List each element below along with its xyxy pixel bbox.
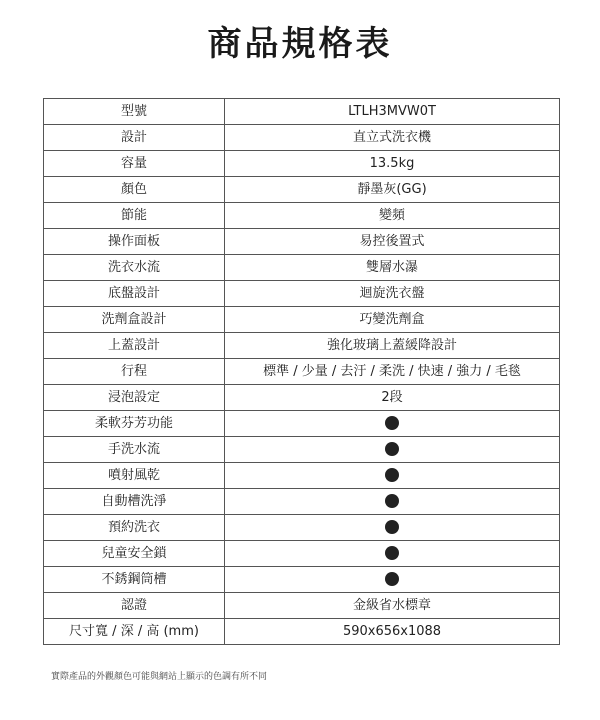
table-row xyxy=(44,125,560,151)
spec-value: 雙層水瀑 xyxy=(225,255,560,281)
supported-dot-icon xyxy=(385,494,399,508)
spec-label: 操作面板 xyxy=(44,229,225,255)
table-row xyxy=(44,463,560,489)
spec-value: 金級省水標章 xyxy=(225,593,560,619)
spec-value: 靜墨灰(GG) xyxy=(225,177,560,203)
spec-table-body xyxy=(44,99,560,645)
table-row xyxy=(44,255,560,281)
supported-dot-icon xyxy=(385,468,399,482)
spec-value xyxy=(225,567,560,593)
spec-label: 手洗水流 xyxy=(44,437,225,463)
spec-label: 顏色 xyxy=(44,177,225,203)
supported-dot-icon xyxy=(385,546,399,560)
spec-label: 柔軟芬芳功能 xyxy=(44,411,225,437)
table-row xyxy=(44,203,560,229)
table-row xyxy=(44,307,560,333)
spec-value: LTLH3MVW0T xyxy=(225,99,560,125)
table-row xyxy=(44,437,560,463)
spec-value: 直立式洗衣機 xyxy=(225,125,560,151)
spec-label: 行程 xyxy=(44,359,225,385)
spec-value xyxy=(225,463,560,489)
spec-value: 2段 xyxy=(225,385,560,411)
spec-table xyxy=(43,98,560,645)
spec-label: 洗劑盒設計 xyxy=(44,307,225,333)
spec-label: 洗衣水流 xyxy=(44,255,225,281)
table-row xyxy=(44,515,560,541)
table-row xyxy=(44,281,560,307)
table-row xyxy=(44,359,560,385)
spec-label: 噴射風乾 xyxy=(44,463,225,489)
spec-label: 浸泡設定 xyxy=(44,385,225,411)
spec-value: 標準 / 少量 / 去汙 / 柔洗 / 快速 / 強力 / 毛毯 xyxy=(225,359,560,385)
spec-value: 迴旋洗衣盤 xyxy=(225,281,560,307)
spec-value: 強化玻璃上蓋緩降設計 xyxy=(225,333,560,359)
spec-value xyxy=(225,411,560,437)
spec-label: 尺寸寬 / 深 / 高 (mm) xyxy=(44,619,225,645)
supported-dot-icon xyxy=(385,572,399,586)
spec-label: 兒童安全鎖 xyxy=(44,541,225,567)
table-row xyxy=(44,619,560,645)
spec-label: 底盤設計 xyxy=(44,281,225,307)
table-row xyxy=(44,489,560,515)
table-row xyxy=(44,99,560,125)
table-row xyxy=(44,385,560,411)
page-title: 商品規格表 xyxy=(207,24,393,64)
table-row xyxy=(44,541,560,567)
spec-label: 型號 xyxy=(44,99,225,125)
spec-value: 易控後置式 xyxy=(225,229,560,255)
table-row xyxy=(44,411,560,437)
spec-label: 設計 xyxy=(44,125,225,151)
table-row xyxy=(44,333,560,359)
table-row xyxy=(44,151,560,177)
footnote: 實際產品的外觀顏色可能與網站上顯示的色調有所不同 xyxy=(51,672,268,682)
spec-label: 自動槽洗淨 xyxy=(44,489,225,515)
spec-label: 容量 xyxy=(44,151,225,177)
table-row xyxy=(44,229,560,255)
supported-dot-icon xyxy=(385,520,399,534)
spec-value: 巧變洗劑盒 xyxy=(225,307,560,333)
table-row xyxy=(44,593,560,619)
table-row xyxy=(44,567,560,593)
spec-label: 認證 xyxy=(44,593,225,619)
spec-value xyxy=(225,541,560,567)
spec-value xyxy=(225,437,560,463)
table-row xyxy=(44,177,560,203)
spec-value: 13.5kg xyxy=(225,151,560,177)
spec-label: 不銹鋼筒槽 xyxy=(44,567,225,593)
spec-label: 節能 xyxy=(44,203,225,229)
spec-label: 上蓋設計 xyxy=(44,333,225,359)
spec-value xyxy=(225,515,560,541)
supported-dot-icon xyxy=(385,416,399,430)
spec-value: 變頻 xyxy=(225,203,560,229)
supported-dot-icon xyxy=(385,442,399,456)
spec-value: 590x656x1088 xyxy=(225,619,560,645)
spec-value xyxy=(225,489,560,515)
spec-label: 預約洗衣 xyxy=(44,515,225,541)
